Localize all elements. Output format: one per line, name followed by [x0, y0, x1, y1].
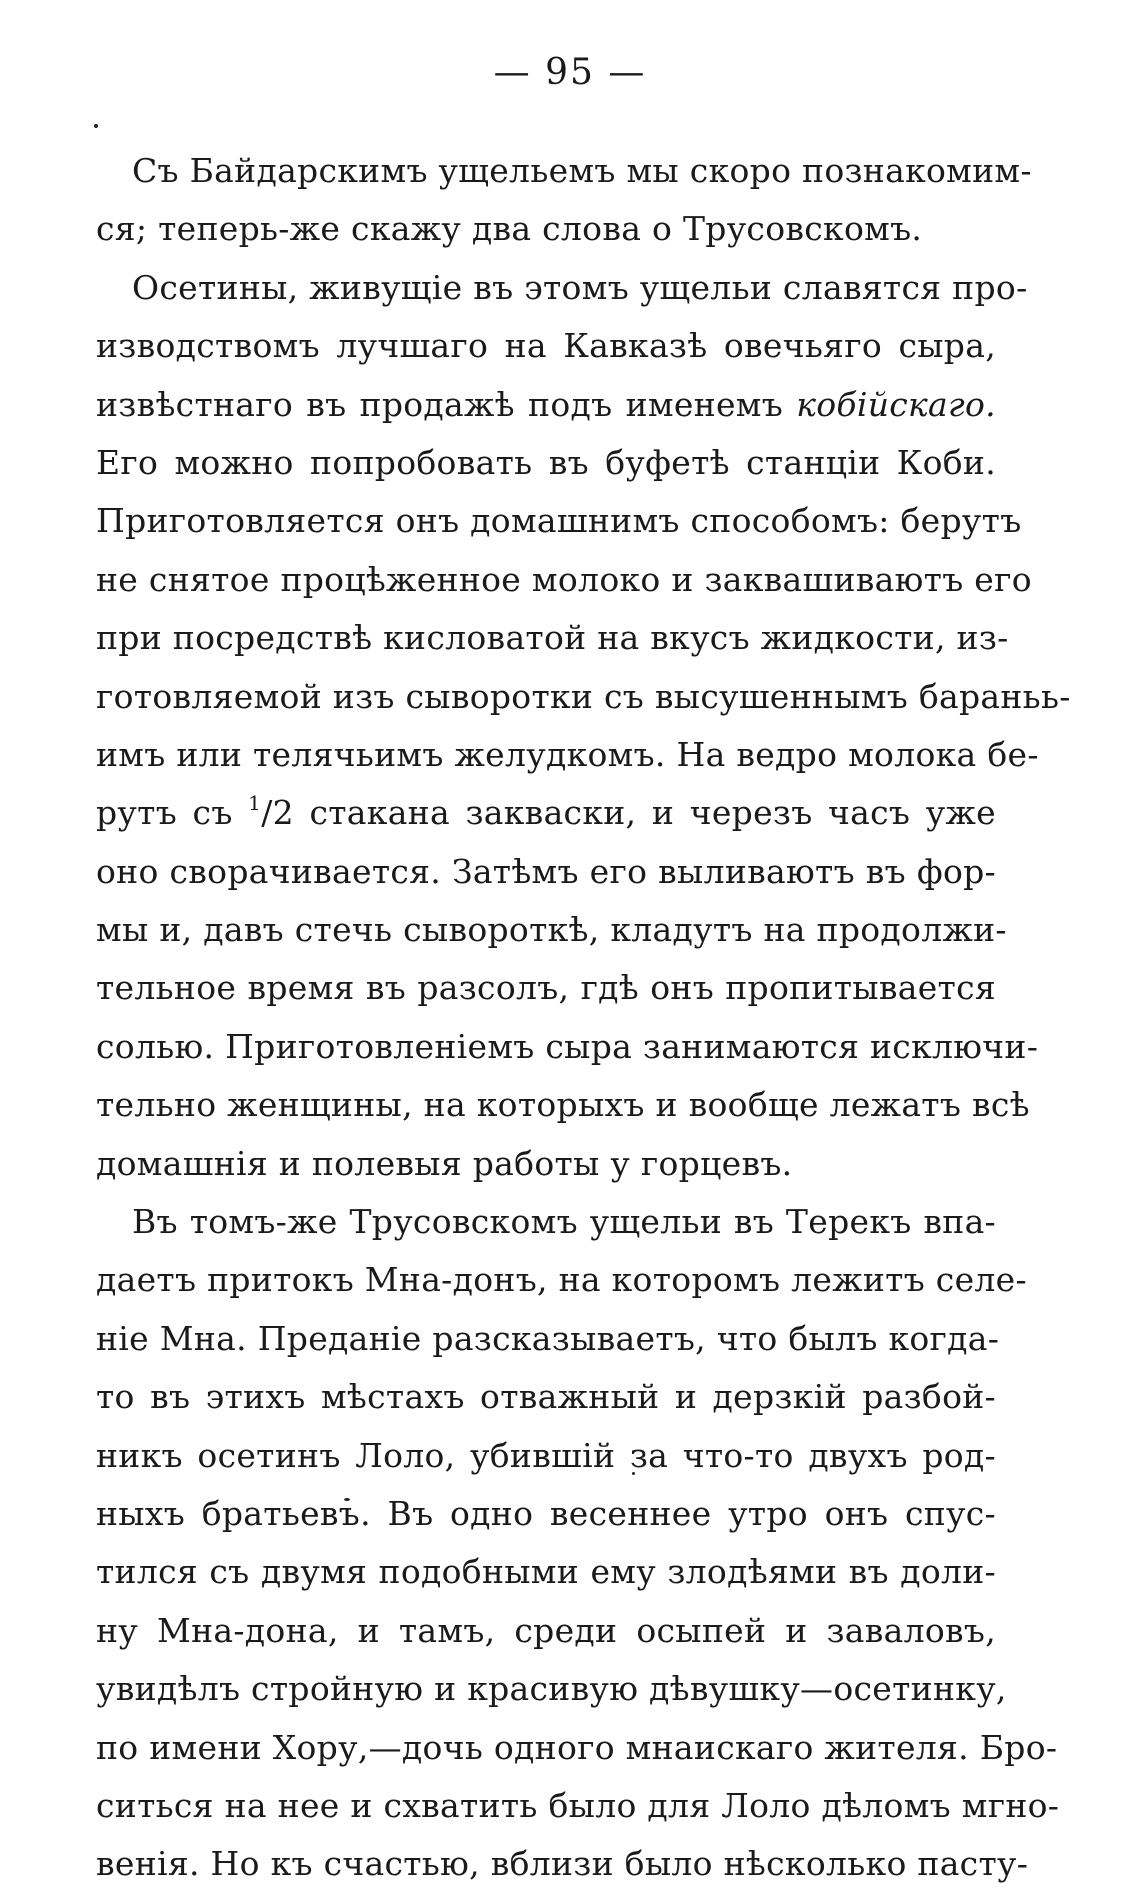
body-text: [96, 142, 1071, 1894]
text-segment: /2 стакана закваски, и черезъ часъ уже: [261, 793, 996, 833]
text-line: тился съ двумя подобными ему злодѣями въ доли-: [96, 1552, 996, 1592]
text-line: Осетины, живущіе въ этомъ ущельи славятся про-: [132, 267, 1028, 307]
text-line: Его можно попробовать въ буфетѣ станціи Коби.: [96, 442, 996, 482]
text-line: изводствомъ лучшаго на Кавказѣ овечьяго сыра,: [96, 326, 996, 366]
text-line: [96, 376, 996, 434]
text-line: тельное время въ разсолъ, гдѣ онъ пропитывается: [96, 968, 996, 1008]
text-line: оно сворачивается. Затѣмъ его выливаютъ въ фор-: [96, 851, 996, 891]
text-line: тельно женщины, на которыхъ и вообще лежатъ всѣ: [96, 1085, 1030, 1125]
text-line: домашнія и полевыя работы у горцевъ.: [96, 1143, 793, 1183]
text-line: ситься на нее и схватить было для Лоло дѣломъ мгно-: [96, 1785, 1060, 1825]
text-line: Въ томъ-же Трусовскомъ ущельи въ Терекъ впа-: [132, 1202, 996, 1242]
text-line: готовляемой изъ сыворотки съ высушеннымъ бараньь-: [96, 676, 1071, 716]
text-line: солью. Приготовленіемъ сыра занимаются исключи-: [96, 1026, 1039, 1066]
text-line: ся; теперь-же скажу два слова о Трусовскомъ.: [96, 209, 923, 249]
text-line: ныхъ братьевъ. Въ одно весеннее утро онъ спус-: [96, 1493, 996, 1533]
text-line: венія. Но къ счастью, вблизи было нѣсколько пасту-: [96, 1844, 1029, 1884]
text-segment: извѣстнаго въ продажѣ подъ именемъ: [96, 384, 784, 424]
text-line: ніе Мна. Преданіе разсказываетъ, что былъ когда-: [96, 1318, 1000, 1358]
text-line: [96, 784, 996, 842]
text-segment: рутъ съ: [96, 793, 233, 833]
text-line: по имени Хору,—дочь одного мнаискаго жителя. Бро-: [96, 1727, 1058, 1767]
text-line: Съ Байдарскимъ ущельемъ мы скоро познакомим-: [132, 151, 1032, 190]
page-number: — 95 —: [493, 52, 647, 93]
text-line: имъ или телячьимъ желудкомъ. На ведро молока бе-: [96, 734, 1039, 774]
text-line: то въ этихъ мѣстахъ отважный и дерзкій разбой-: [96, 1377, 996, 1417]
text-line: Приготовляется онъ домашнимъ способомъ: берутъ: [96, 501, 1022, 541]
italic-term: кобійскаго.: [796, 384, 996, 424]
text-line: увидѣлъ стройную и красивую дѣвушку—осетинку,: [96, 1669, 1007, 1709]
text-line: даетъ притокъ Мна-донъ, на которомъ лежитъ селе-: [96, 1260, 1027, 1300]
text-line: никъ осетинъ Лоло, убившій за что-то двухъ род-: [96, 1435, 996, 1475]
fraction-numerator: 1: [248, 791, 262, 816]
text-line: при посредствѣ кисловатой на вкусъ жидкости, из-: [96, 618, 1009, 658]
ink-speck: [94, 124, 98, 128]
text-line: не снятое процѣженное молоко и заквашиваютъ его: [96, 559, 1032, 599]
text-line: мы и, давъ стечь сывороткѣ, кладутъ на продолжи-: [96, 910, 1007, 950]
text-line: ну Мна-дона, и тамъ, среди осыпей и заваловъ,: [96, 1610, 996, 1650]
